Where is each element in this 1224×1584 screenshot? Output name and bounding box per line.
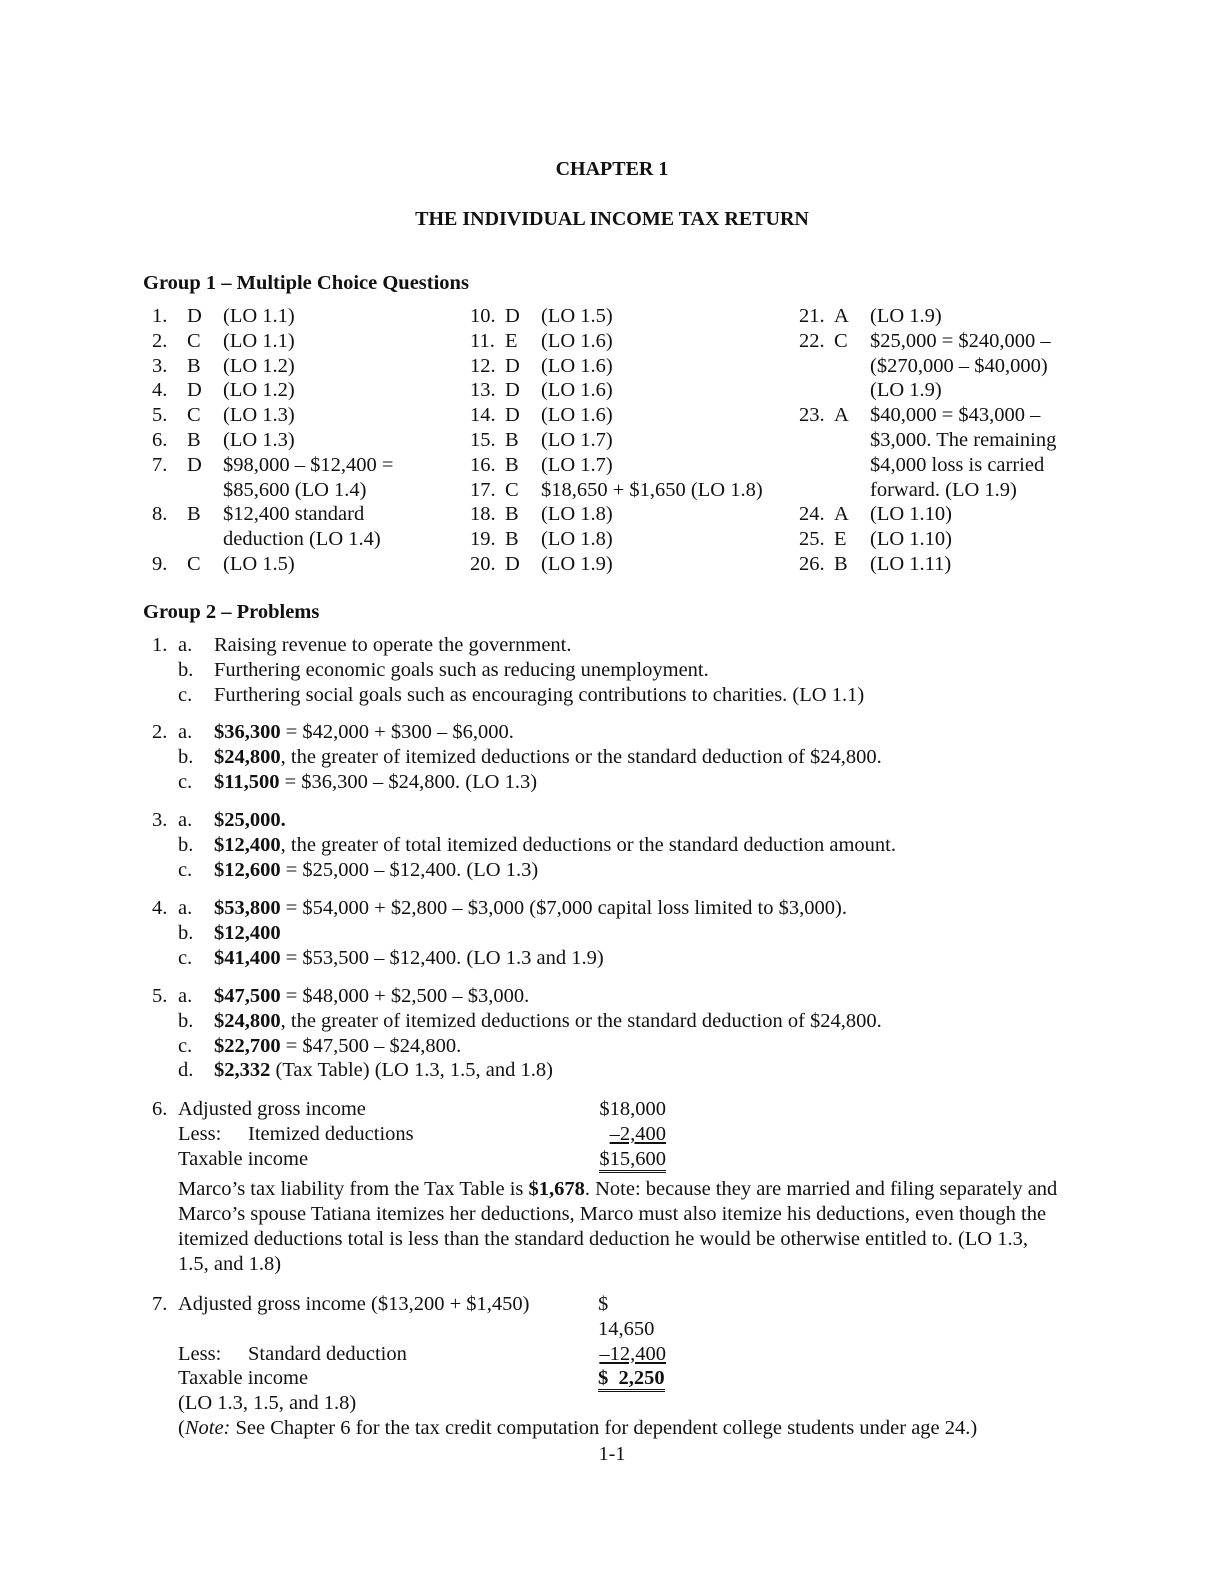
part-letter: d. [178,1059,194,1082]
mc-answer-row [470,378,763,403]
note-text: Marco’s tax liability from the Tax Table is [178,1178,529,1201]
answer-letter: D [187,453,202,476]
answer-explanation: (LO 1.9) [541,552,613,575]
mc-answer-row [152,354,393,379]
answer-explanation: (LO 1.5) [541,305,613,327]
group2-heading: Group 2 – Problems [143,601,320,623]
answer-amount: $11,500 [214,770,280,793]
part-letter: c. [178,858,193,881]
mc-answer-row [470,403,763,428]
part-letter: b. [178,1009,194,1032]
answer-letter: A [834,404,849,427]
answer-amount: $25,000. [214,809,286,831]
mc-column-3 [799,304,1056,577]
part-text: Furthering social goals such as encouraging contributions to charities. (LO 1.1) [214,683,865,706]
row-amount: $ 2,250 [598,1367,665,1392]
mc-answer-row [152,378,393,403]
answer-explanation: $18,650 + $1,650 (LO 1.8) [541,478,763,501]
answer-amount: $36,300 [214,721,281,743]
question-number: 21. [799,305,825,327]
answer-letter: C [187,552,201,575]
mc-answer-row [470,329,763,354]
part-letter: c. [178,946,193,969]
answer-amount: $12,400 [214,921,281,944]
answer-letter: C [187,404,201,427]
question-number: 18. [470,503,496,526]
answer-amount: $47,500 [214,985,281,1007]
part-letter: b. [178,745,194,768]
problem-number: 1. [152,634,168,656]
mc-answer-row [470,478,763,503]
problem-note [178,1416,977,1441]
problem-3 [152,808,896,882]
answer-letter: B [187,503,201,526]
answer-explanation: (LO 1.10) [870,528,952,551]
question-number: 14. [470,404,496,427]
mc-answer-row [470,304,763,329]
mc-answer-row [152,403,393,428]
answer-explanation: (LO 1.6) [541,404,613,427]
answer-explanation: (LO 1.3) [223,404,295,427]
row-label: Taxable income [178,1147,309,1170]
mc-answer-row [470,354,763,379]
answer-amount: $53,800 [214,897,281,919]
part-text: = $47,500 – $24,800. [280,1034,462,1057]
question-number: 17. [470,478,496,501]
answer-letter: D [187,305,202,327]
question-number: 15. [470,428,496,451]
row-label: Adjusted gross income ($13,200 + $1,450) [178,1293,530,1315]
mc-answer-row [152,428,393,453]
mc-answer-row [152,552,393,577]
question-number: 11. [470,329,495,352]
question-number: 12. [470,354,496,377]
answer-letter: A [834,305,849,327]
mc-answer-row [799,502,1056,527]
problem-4 [152,896,847,970]
row-label: Less: [178,1342,222,1365]
problem-2 [152,720,882,794]
answer-letter: D [187,379,202,402]
mc-answer-row [470,428,763,453]
answer-explanation: (LO 1.1) [223,305,295,327]
mc-answer-row [799,527,1056,552]
part-text: = $48,000 + $2,500 – $3,000. [280,985,530,1007]
answer-letter: C [834,329,848,352]
problem-note [178,1177,1063,1276]
question-number: 3. [152,354,168,377]
answer-amount: $12,400 [214,833,281,856]
note-text: . Note: because they are married and filing separately and Marco’s spouse Tatiana itemizes her deductions, Marco must also itemize his deductions, even though the itemized deductions total is less than the standard deduction he would be otherwise entitled to. (LO 1.3, 1.5, and 1.8) [178,1178,1058,1275]
answer-explanation: (LO 1.7) [541,453,613,476]
mc-answer-row [470,453,763,478]
answer-explanation: (LO 1.6) [541,379,613,402]
mc-answer-row [799,329,1056,403]
answer-letter: B [187,354,201,377]
question-number: 22. [799,329,825,352]
mc-column-2 [470,304,763,577]
answer-letter: B [505,503,519,526]
question-number: 19. [470,528,496,551]
note-text: See Chapter 6 for the tax credit computation for dependent college students under age 24.) [230,1416,978,1439]
note-label: Note: [184,1416,231,1439]
answer-explanation: (LO 1.11) [870,552,952,575]
question-number: 2. [152,329,168,352]
part-letter: c. [178,1034,193,1057]
row-label: Less: [178,1122,222,1145]
part-text: , the greater of total itemized deductions or the standard deduction amount. [280,833,896,856]
answer-explanation: (LO 1.6) [541,354,613,377]
document-title: THE INDIVIDUAL INCOME TAX RETURN [415,208,809,230]
answer-letter: A [834,503,849,526]
row-sublabel: Standard deduction [248,1342,407,1365]
answer-letter: D [505,305,520,327]
answer-explanation: $98,000 – $12,400 = $85,600 (LO 1.4) [223,453,394,501]
mc-answer-row [152,304,393,329]
part-text: Furthering economic goals such as reducing unemployment. [214,658,709,681]
question-number: 5. [152,404,168,427]
answer-letter: B [505,453,519,476]
answer-explanation: (LO 1.2) [223,354,295,377]
tax-liability: $1,678 [528,1178,585,1201]
part-letter: c. [178,770,193,793]
answer-explanation: (LO 1.2) [223,379,295,402]
answer-amount: $41,400 [214,946,281,969]
part-text: = $36,300 – $24,800. (LO 1.3) [279,770,538,793]
row-sublabel: Itemized deductions [248,1122,414,1145]
answer-explanation: $12,400 standard deduction (LO 1.4) [223,503,381,551]
row-amount: $ 14,650 [598,1293,655,1340]
mc-answer-row [152,453,393,503]
mc-answer-row [799,304,1056,329]
answer-letter: B [834,552,848,575]
problem-number: 2. [152,721,168,743]
answer-explanation: (LO 1.1) [223,329,295,352]
row-label: Adjusted gross income [178,1098,366,1120]
answer-explanation: (LO 1.5) [223,552,295,575]
answer-amount: $24,800 [214,1009,281,1032]
row-amount: –2,400 [609,1122,666,1145]
problem-number: 7. [152,1293,168,1315]
page-number: 1-1 [598,1443,626,1465]
part-letter: b. [178,833,194,856]
answer-explanation: (LO 1.7) [541,428,613,451]
question-number: 8. [152,503,168,526]
answer-amount: $12,600 [214,858,281,881]
answer-amount: $24,800 [214,745,281,768]
answer-letter: B [505,428,519,451]
answer-explanation: (LO 1.3) [223,428,295,451]
question-number: 16. [470,453,496,476]
mc-column-1 [152,304,393,577]
problem-7 [152,1292,977,1441]
answer-explanation: (LO 1.8) [541,528,613,551]
row-amount: $15,600 [599,1148,666,1173]
part-text: = $54,000 + $2,800 – $3,000 ($7,000 capital loss limited to $3,000). [280,897,847,919]
answer-letter: D [505,354,520,377]
part-text: Raising revenue to operate the government. [214,634,572,656]
answer-letter: B [187,428,201,451]
problem-5 [152,984,882,1083]
part-letter: c. [178,683,193,706]
answer-explanation: (LO 1.8) [541,503,613,526]
answer-explanation: (LO 1.10) [870,503,952,526]
question-number: 10. [470,305,496,327]
part-text: = $42,000 + $300 – $6,000. [280,721,514,743]
problem-number: 6. [152,1098,168,1120]
question-number: 20. [470,552,496,575]
part-letter: a. [178,809,193,831]
question-number: 6. [152,428,168,451]
part-text: (Tax Table) (LO 1.3, 1.5, and 1.8) [270,1059,553,1082]
mc-answer-row [152,502,393,552]
question-number: 23. [799,404,825,427]
problem-number: 5. [152,985,168,1007]
question-number: 24. [799,503,825,526]
note-paren: ( [178,1416,185,1439]
mc-answer-row [799,403,1056,502]
row-amount: $18,000 [599,1098,666,1120]
question-number: 26. [799,552,825,575]
question-number: 1. [152,305,168,327]
question-number: 7. [152,453,168,476]
part-text: , the greater of itemized deductions or the standard deduction of $24,800. [280,745,882,768]
answer-letter: D [505,404,520,427]
part-text: = $53,500 – $12,400. (LO 1.3 and 1.9) [280,946,604,969]
part-letter: a. [178,897,193,919]
answer-explanation: $25,000 = $240,000 – ($270,000 – $40,000) (LO 1.9) [870,329,1051,402]
row-label: Taxable income [178,1367,309,1390]
part-letter: b. [178,658,194,681]
part-letter: b. [178,921,194,944]
problem-number: 3. [152,809,168,831]
answer-amount: $22,700 [214,1034,281,1057]
part-letter: a. [178,634,193,656]
answer-explanation: $40,000 = $43,000 – $3,000. The remaining $4,000 loss is carried forward. (LO 1.9) [870,404,1057,501]
part-letter: a. [178,985,193,1007]
mc-answer-row [470,552,763,577]
row-amount: –12,400 [599,1342,666,1365]
answer-letter: B [505,528,519,551]
part-text: , the greater of itemized deductions or the standard deduction of $24,800. [280,1009,882,1032]
mc-answer-row [470,527,763,552]
mc-answer-row [152,329,393,354]
answer-explanation: (LO 1.9) [870,305,942,327]
answer-letter: D [505,379,520,402]
part-text: = $25,000 – $12,400. (LO 1.3) [280,858,539,881]
answer-amount: $2,332 [214,1059,271,1082]
problem-number: 4. [152,897,168,919]
answer-letter: E [505,329,518,352]
question-number: 4. [152,379,168,402]
group1-heading: Group 1 – Multiple Choice Questions [143,272,469,294]
answer-explanation: (LO 1.6) [541,329,613,352]
question-number: 25. [799,528,825,551]
lo-reference: (LO 1.3, 1.5, and 1.8) [178,1392,357,1415]
part-letter: a. [178,721,193,743]
question-number: 13. [470,379,496,402]
problem-1 [152,633,864,707]
answer-letter: E [834,528,847,551]
answer-letter: D [505,552,520,575]
chapter-heading: CHAPTER 1 [555,158,669,180]
answer-letter: C [505,478,519,501]
question-number: 9. [152,552,168,575]
mc-answer-row [799,552,1056,577]
problem-6 [152,1097,1063,1277]
mc-answer-row [470,502,763,527]
answer-letter: C [187,329,201,352]
